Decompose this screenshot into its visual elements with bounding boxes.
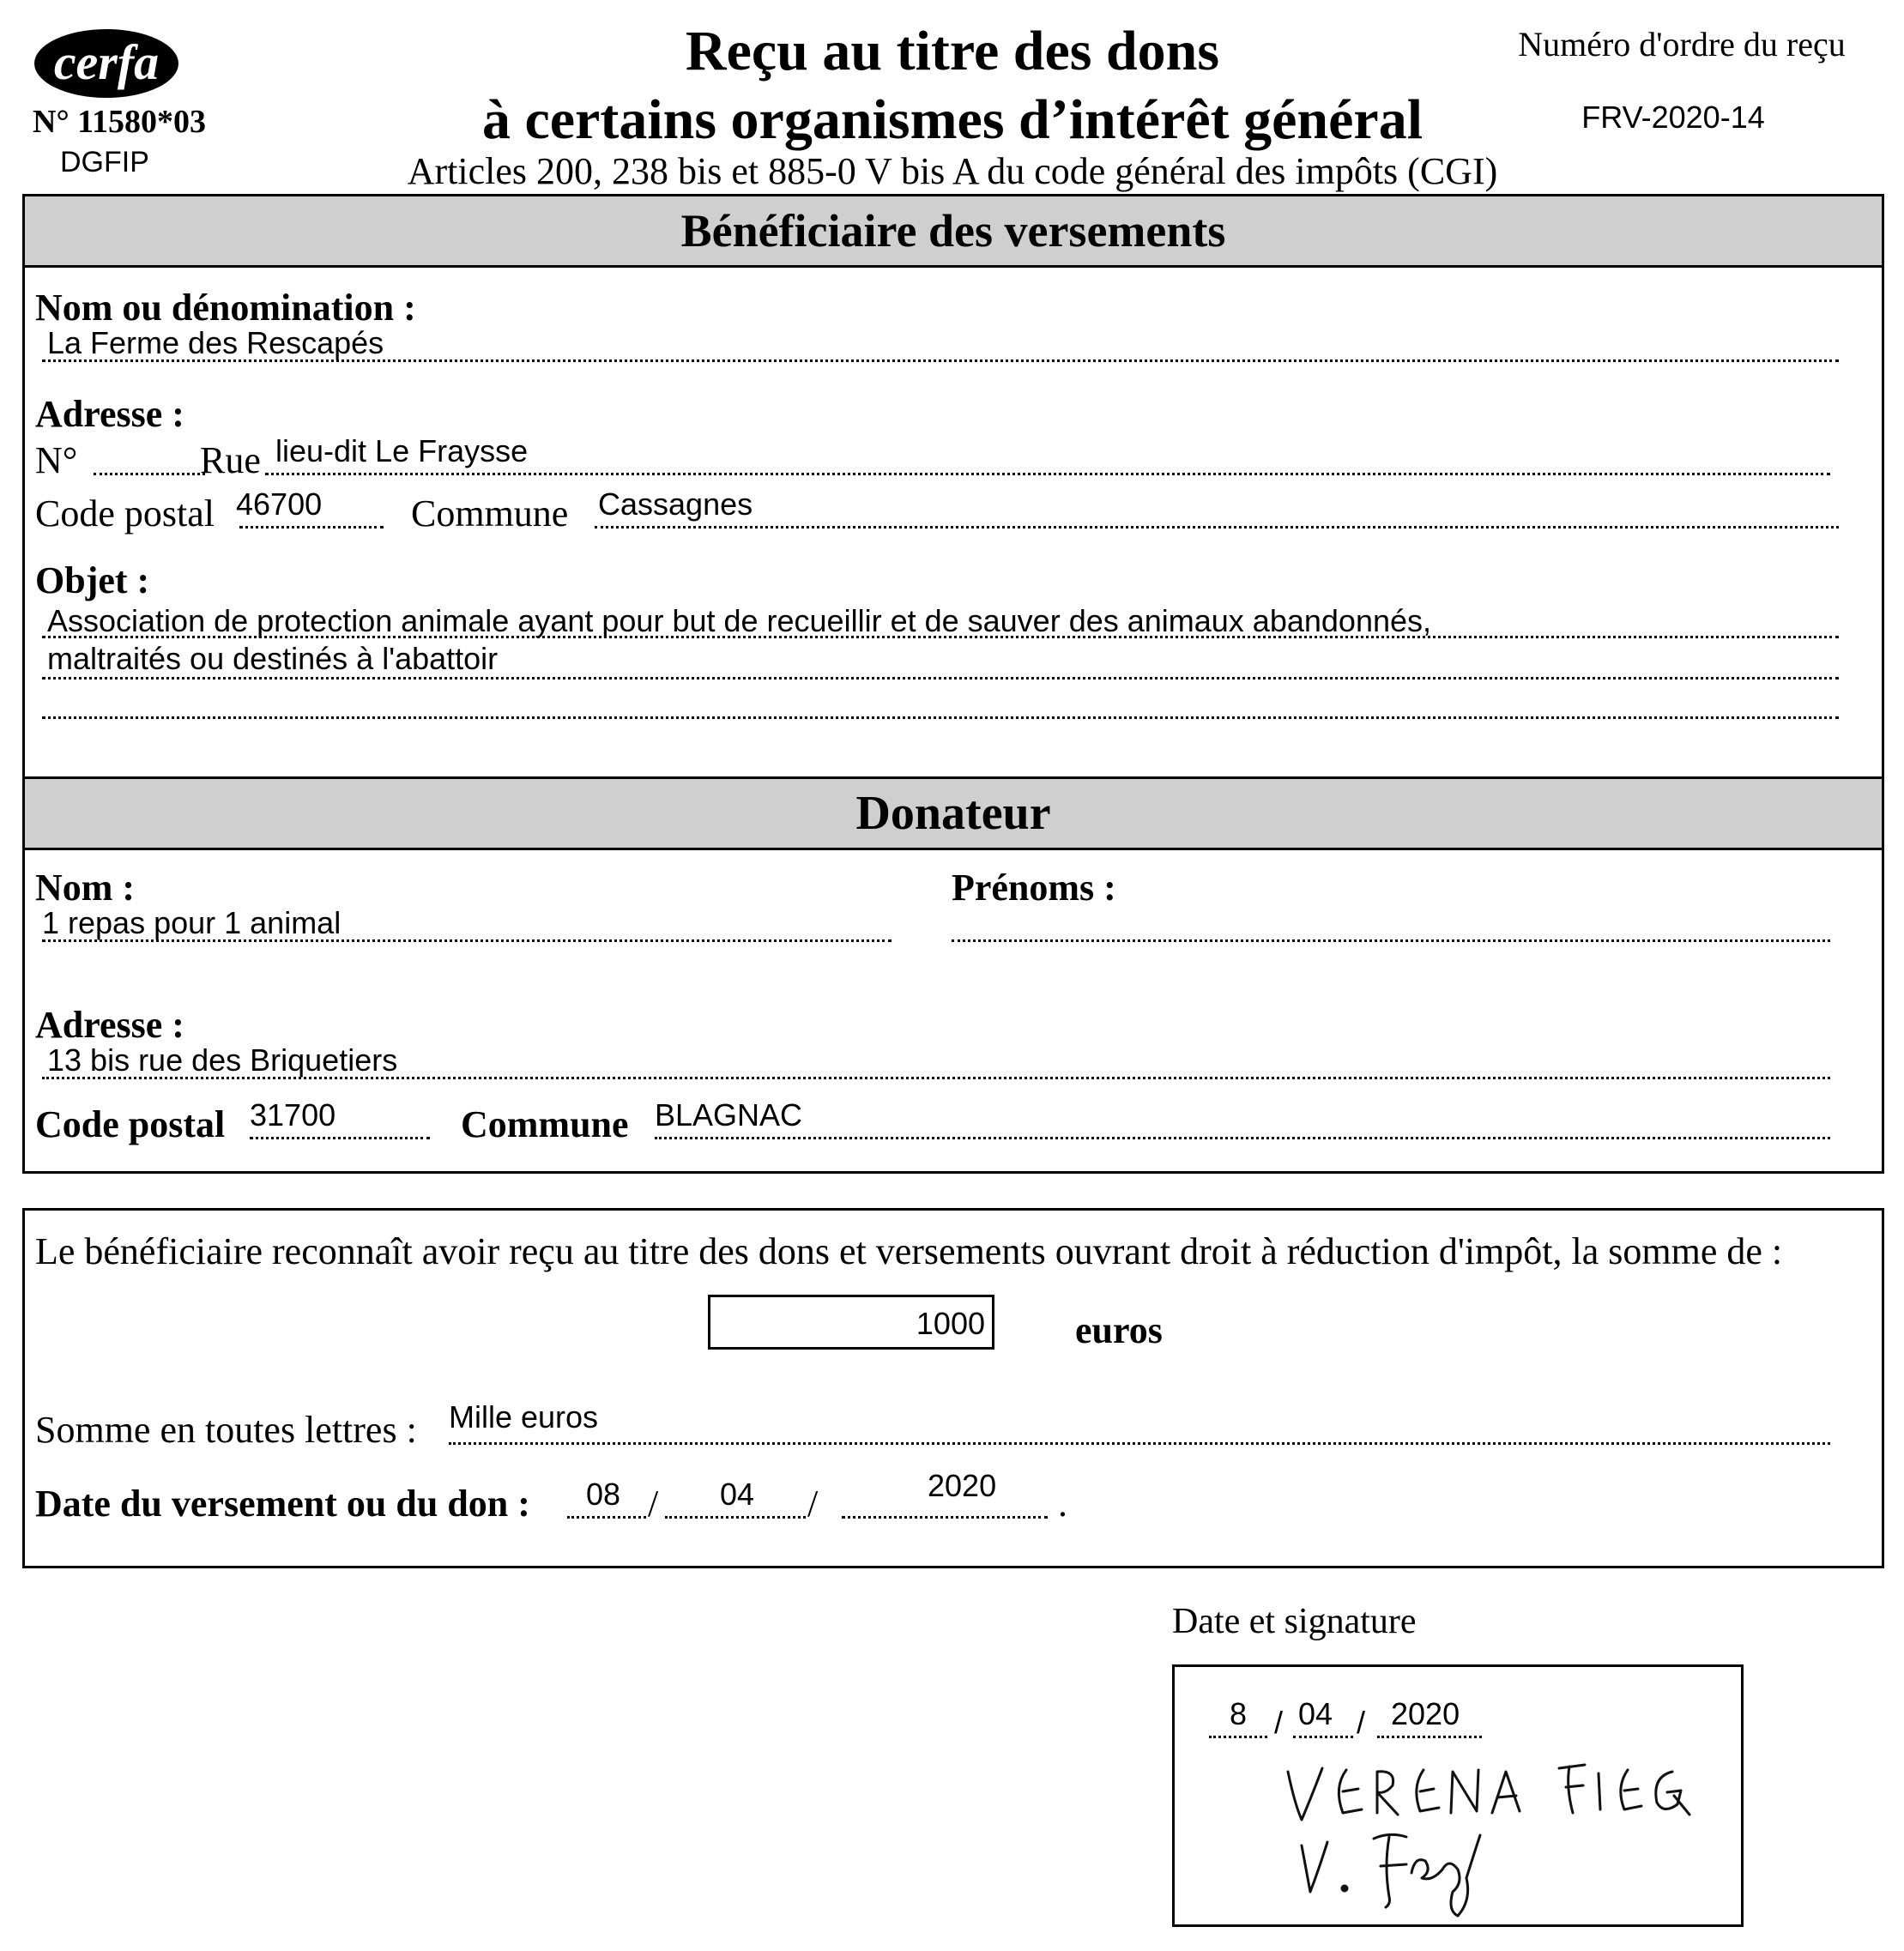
beneficiary-section-header (25, 194, 1882, 268)
beneficiary-number-line (94, 473, 205, 475)
amount-words-label: Somme en toutes lettres : (35, 1409, 417, 1451)
beneficiary-object-dots-3 (42, 716, 1839, 719)
beneficiary-object-line-2[interactable]: maltraités ou destinés à l'abattoir (47, 641, 499, 676)
page-subtitle: Articles 200, 238 bis et 885-0 V bis A du code général des impôts (CGI) (407, 150, 1498, 192)
donor-postal-line (250, 1137, 430, 1139)
donor-postal-value[interactable]: 31700 (250, 1097, 336, 1133)
donation-date-month-line (665, 1516, 806, 1519)
signature-date-day: 8 (1230, 1696, 1248, 1731)
signature-box[interactable] (1172, 1664, 1744, 1927)
beneficiary-object-label: Objet : (35, 559, 150, 601)
donor-address-value[interactable]: 13 bis rue des Briquetiers (47, 1042, 398, 1078)
title-line-2: à certains organismes d’intérêt général (481, 88, 1423, 151)
agency-label: DGFIP (60, 146, 149, 178)
beneficiary-postal-value[interactable]: 46700 (236, 486, 323, 522)
beneficiary-donor-box (22, 194, 1884, 1174)
amount-words-line (449, 1442, 1830, 1445)
beneficiary-number-label: N° (35, 439, 78, 481)
signature-date-year: 2020 (1391, 1696, 1460, 1731)
donor-address-line (42, 1077, 1830, 1079)
receipt-number-value: FRV-2020-14 (1581, 100, 1765, 135)
beneficiary-city-label: Commune (411, 492, 569, 535)
payment-box (22, 1208, 1884, 1568)
beneficiary-name-value[interactable]: La Ferme des Rescapés (47, 325, 384, 360)
beneficiary-name-label: Nom ou dénomination : (35, 287, 416, 329)
donation-date-day-line (567, 1516, 646, 1519)
currency-label: euros (1075, 1309, 1163, 1351)
donor-address-label: Adresse : (35, 1004, 184, 1046)
donor-city-value[interactable]: BLAGNAC (655, 1097, 803, 1133)
donation-date-year-line (842, 1516, 1048, 1519)
beneficiary-postal-label: Code postal (35, 492, 215, 535)
donor-section-title: Donateur (855, 787, 1051, 840)
beneficiary-object-line-1[interactable]: Association de protection animale ayant pour but de recueillir et de sauver des animaux abandonnés, (47, 603, 1432, 638)
cerfa-logo-text: cerfa (53, 34, 160, 90)
payment-statement: Le bénéficiaire reconnaît avoir reçu au titre des dons et versements ouvrant droit à réduction d'impôt, la somme de : (35, 1230, 1783, 1272)
signature-date-sep-2: / (1357, 1705, 1366, 1740)
beneficiary-section-title: Bénéficiaire des versements (680, 205, 1226, 257)
donor-name-label: Nom : (35, 867, 136, 909)
title-line-1: Reçu au titre des dons (685, 20, 1220, 82)
donor-firstname-label: Prénoms : (952, 867, 1116, 909)
page-title (343, 17, 1562, 154)
donation-date-label: Date du versement ou du don : (35, 1483, 530, 1525)
beneficiary-object-dots-2 (42, 677, 1839, 680)
signature-date-sep-1: / (1274, 1705, 1284, 1740)
amount-words-value[interactable]: Mille euros (449, 1399, 599, 1435)
donation-date-month[interactable]: 04 (720, 1477, 755, 1512)
donation-date-end: . (1058, 1483, 1067, 1525)
donor-name-value[interactable]: 1 repas pour 1 animal (42, 905, 342, 940)
donation-date-sep-1: / (648, 1483, 659, 1525)
amount-value: 1000 (916, 1306, 985, 1341)
signature-date-month: 04 (1298, 1696, 1333, 1731)
signature-label: Date et signature (1172, 1602, 1417, 1641)
handwritten-signature (1175, 1667, 1741, 1924)
beneficiary-postal-line (239, 526, 384, 529)
form-number: N° 11580*03 (33, 104, 207, 140)
receipt-number-label: Numéro d'ordre du reçu (1518, 25, 1846, 63)
amount-field[interactable] (708, 1295, 994, 1350)
donation-date-day[interactable]: 08 (586, 1477, 621, 1512)
donor-postal-label: Code postal (35, 1103, 226, 1145)
donor-city-line (655, 1137, 1830, 1139)
donation-date-year[interactable]: 2020 (928, 1468, 997, 1503)
beneficiary-street-value[interactable]: lieu-dit Le Fraysse (275, 433, 529, 468)
beneficiary-city-line (595, 526, 1839, 529)
donor-section-header (25, 776, 1882, 850)
donor-city-label: Commune (461, 1103, 629, 1145)
beneficiary-street-label: Rue (200, 439, 261, 481)
beneficiary-name-line (42, 359, 1839, 362)
beneficiary-street-line (265, 473, 1830, 475)
donor-name-line (42, 939, 892, 942)
cerfa-logo (33, 27, 180, 100)
beneficiary-object-dots-1 (42, 636, 1839, 638)
beneficiary-address-label: Adresse : (35, 393, 184, 435)
donation-date-sep-2: / (807, 1483, 819, 1525)
donor-firstname-line (952, 939, 1830, 942)
beneficiary-city-value[interactable]: Cassagnes (598, 486, 753, 522)
